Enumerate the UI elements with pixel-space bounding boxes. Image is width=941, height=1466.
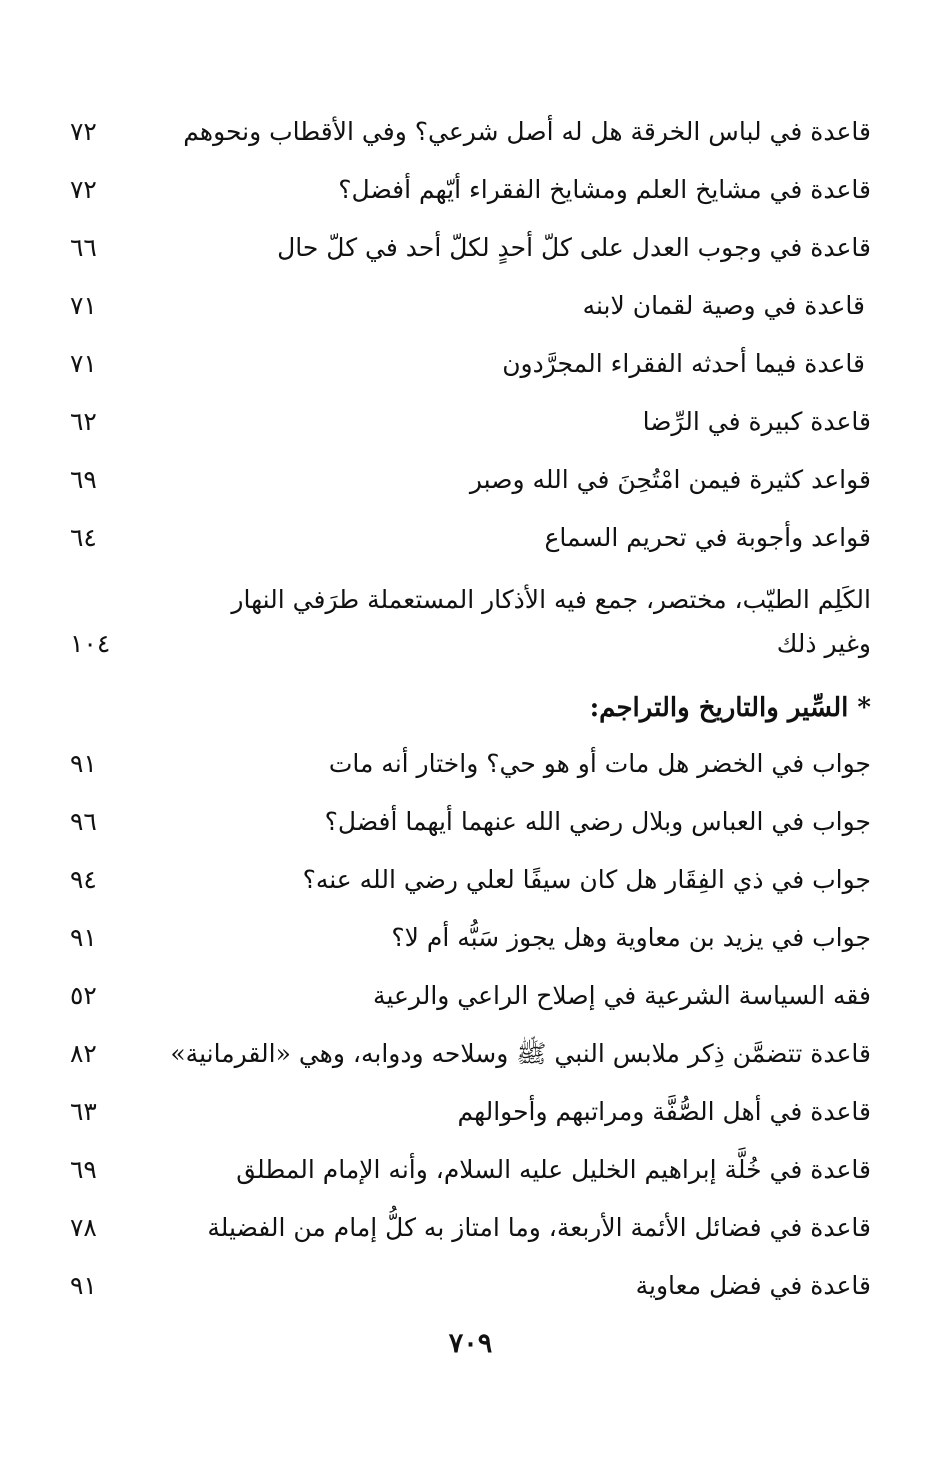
entry-page-number: ٧٢ — [70, 117, 97, 146]
index-entry — [70, 798, 871, 856]
entry-page-number: ٩١ — [70, 1271, 97, 1300]
index-entry — [70, 340, 871, 398]
index-entry — [70, 1146, 871, 1204]
entry-title: الكَلِم الطيّب، مختصر، جمع فيه الأذكار المستعملة طرَفي النهار وغير ذلك — [231, 585, 871, 658]
index-list — [70, 108, 871, 1320]
entry-page-number: ٦٣ — [70, 1097, 97, 1126]
entry-title: قواعد وأجوبة في تحريم السماع — [544, 523, 871, 552]
index-entry — [70, 224, 871, 282]
section-heading — [70, 682, 871, 740]
entry-page-number: ٧١ — [70, 349, 97, 378]
index-entry — [70, 572, 871, 682]
entry-page-number: ٦٩ — [70, 465, 97, 494]
entry-page-number: ٧٢ — [70, 175, 97, 204]
index-entry — [70, 456, 871, 514]
entry-title: قاعدة في خُلَّة إبراهيم الخليل عليه السلام، وأنه الإمام المطلق — [236, 1155, 871, 1184]
entry-page-number: ٦٢ — [70, 407, 97, 436]
index-entry — [70, 914, 871, 972]
page-number: ٧٠٩ — [448, 1328, 493, 1359]
entry-page-number: ٩٦ — [70, 807, 97, 836]
entry-title: قاعدة في فضائل الأئمة الأربعة، وما امتاز به كلُّ إمام من الفضيلة — [207, 1213, 871, 1242]
entry-page-number: ٩١ — [70, 923, 97, 952]
entry-title: قاعدة في لباس الخرقة هل له أصل شرعي؟ وفي الأقطاب ونحوهم — [183, 117, 871, 146]
entry-page-number: ٨٢ — [70, 1039, 97, 1068]
index-entry — [70, 740, 871, 798]
entry-title: جواب في العباس وبلال رضي الله عنهما أيهما أفضل؟ — [324, 807, 871, 836]
index-entry — [70, 1204, 871, 1262]
entry-title: فقه السياسة الشرعية في إصلاح الراعي والرعية — [373, 981, 871, 1010]
index-entry — [70, 1262, 871, 1320]
index-entry — [70, 514, 871, 572]
entry-title: قاعدة في وصية لقمان لابنه — [582, 291, 865, 320]
index-entry — [70, 972, 871, 1030]
entry-title: قاعدة في مشايخ العلم ومشايخ الفقراء أيّهم أفضل؟ — [338, 175, 871, 204]
entry-title: قاعدة كبيرة في الرِّضا — [642, 407, 871, 436]
entry-title: جواب في ذي الفِقَار هل كان سيفًا لعلي رضي الله عنه؟ — [302, 865, 871, 894]
entry-title: قاعدة فيما أحدثه الفقراء المجرَّدون — [502, 349, 865, 378]
entry-title: جواب في الخضر هل مات أو هو حي؟ واختار أنه مات — [328, 749, 871, 778]
entry-page-number: ٦٩ — [70, 1155, 97, 1184]
index-entry — [70, 1030, 871, 1088]
entry-page-number: ١٠٤ — [70, 629, 111, 658]
entry-page-number: ٩١ — [70, 749, 97, 778]
index-entry — [70, 1088, 871, 1146]
index-entry — [70, 282, 871, 340]
index-entry — [70, 166, 871, 224]
entry-page-number: ٦٤ — [70, 523, 97, 552]
entry-page-number: ٧١ — [70, 291, 97, 320]
entry-title: قاعدة تتضمَّن ذِكر ملابس النبي ﷺ وسلاحه ودوابه، وهي «القرمانية» — [170, 1039, 871, 1068]
entry-title: قاعدة في أهل الصُّفَّة ومراتبهم وأحوالهم — [457, 1097, 871, 1126]
entry-title: قاعدة في وجوب العدل على كلّ أحدٍ لكلّ أحد في كلّ حال — [277, 233, 871, 262]
section-heading-text: * السِّير والتاريخ والتراجم: — [589, 693, 871, 723]
entry-page-number: ٥٢ — [70, 981, 97, 1010]
entry-title: قواعد كثيرة فيمن امْتُحِنَ في الله وصبر — [469, 465, 871, 494]
entry-title: جواب في يزيد بن معاوية وهل يجوز سَبُّه أم لا؟ — [391, 923, 871, 952]
entry-page-number: ٦٦ — [70, 233, 97, 262]
index-entry — [70, 108, 871, 166]
entry-page-number: ٧٨ — [70, 1213, 97, 1242]
entry-title: قاعدة في فضل معاوية — [635, 1271, 871, 1300]
entry-page-number: ٩٤ — [70, 865, 97, 894]
index-entry — [70, 856, 871, 914]
index-entry — [70, 398, 871, 456]
